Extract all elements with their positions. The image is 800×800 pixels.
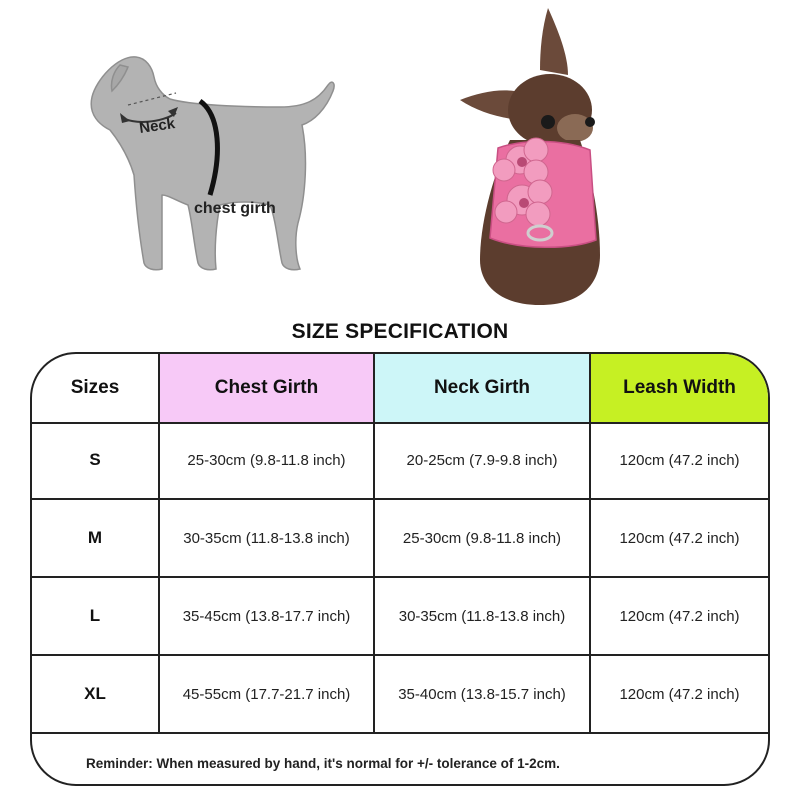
chest-girth-cell: 45-55cm (17.7-21.7 inch) <box>160 656 375 732</box>
dog-silhouette <box>91 57 334 270</box>
table-row <box>32 422 768 500</box>
neck-girth-cell: 20-25cm (7.9-9.8 inch) <box>375 422 591 498</box>
header-chest-girth: Chest Girth <box>160 354 375 422</box>
table-row <box>32 500 768 578</box>
chest-girth-cell: 25-30cm (9.8-11.8 inch) <box>160 422 375 498</box>
neck-girth-cell: 35-40cm (13.8-15.7 inch) <box>375 656 591 732</box>
tolerance-reminder: Reminder: When measured by hand, it's normal for +/- tolerance of 1-2cm. <box>86 755 560 771</box>
dog-nose <box>585 117 595 127</box>
chest-girth-cell: 30-35cm (11.8-13.8 inch) <box>160 500 375 576</box>
header-sizes: Sizes <box>32 354 160 422</box>
dog-ear-right <box>540 8 568 75</box>
neck-girth-cell: 30-35cm (11.8-13.8 inch) <box>375 578 591 654</box>
chest-girth-label: chest girth <box>194 200 276 217</box>
table-header-row <box>32 354 768 424</box>
size-table <box>30 352 770 786</box>
chest-girth-cell: 35-45cm (13.8-17.7 inch) <box>160 578 375 654</box>
leash-width-cell: 120cm (47.2 inch) <box>619 685 740 703</box>
leash-width-cell: 120cm (47.2 inch) <box>619 451 740 469</box>
size-cell: L <box>32 578 160 654</box>
neck-label: Neck <box>138 115 177 137</box>
size-specification-title: SIZE SPECIFICATION <box>291 320 509 343</box>
table-row <box>32 578 768 656</box>
size-cell: M <box>32 500 160 576</box>
dog-measurement-diagram <box>70 55 360 290</box>
flower-center <box>517 157 527 167</box>
header-neck-girth: Neck Girth <box>375 354 591 422</box>
dog-eye <box>541 115 555 129</box>
flower-center-2 <box>519 198 529 208</box>
neck-girth-cell: 25-30cm (9.8-11.8 inch) <box>375 500 591 576</box>
size-cell: XL <box>32 656 160 732</box>
table-row <box>32 656 768 734</box>
leash-width-cell: 120cm (47.2 inch) <box>619 529 740 547</box>
size-cell: S <box>32 422 160 498</box>
chihuahua-harness-photo <box>440 0 640 305</box>
leash-width-cell: 120cm (47.2 inch) <box>619 607 740 625</box>
header-leash-width: Leash Width <box>591 354 768 422</box>
